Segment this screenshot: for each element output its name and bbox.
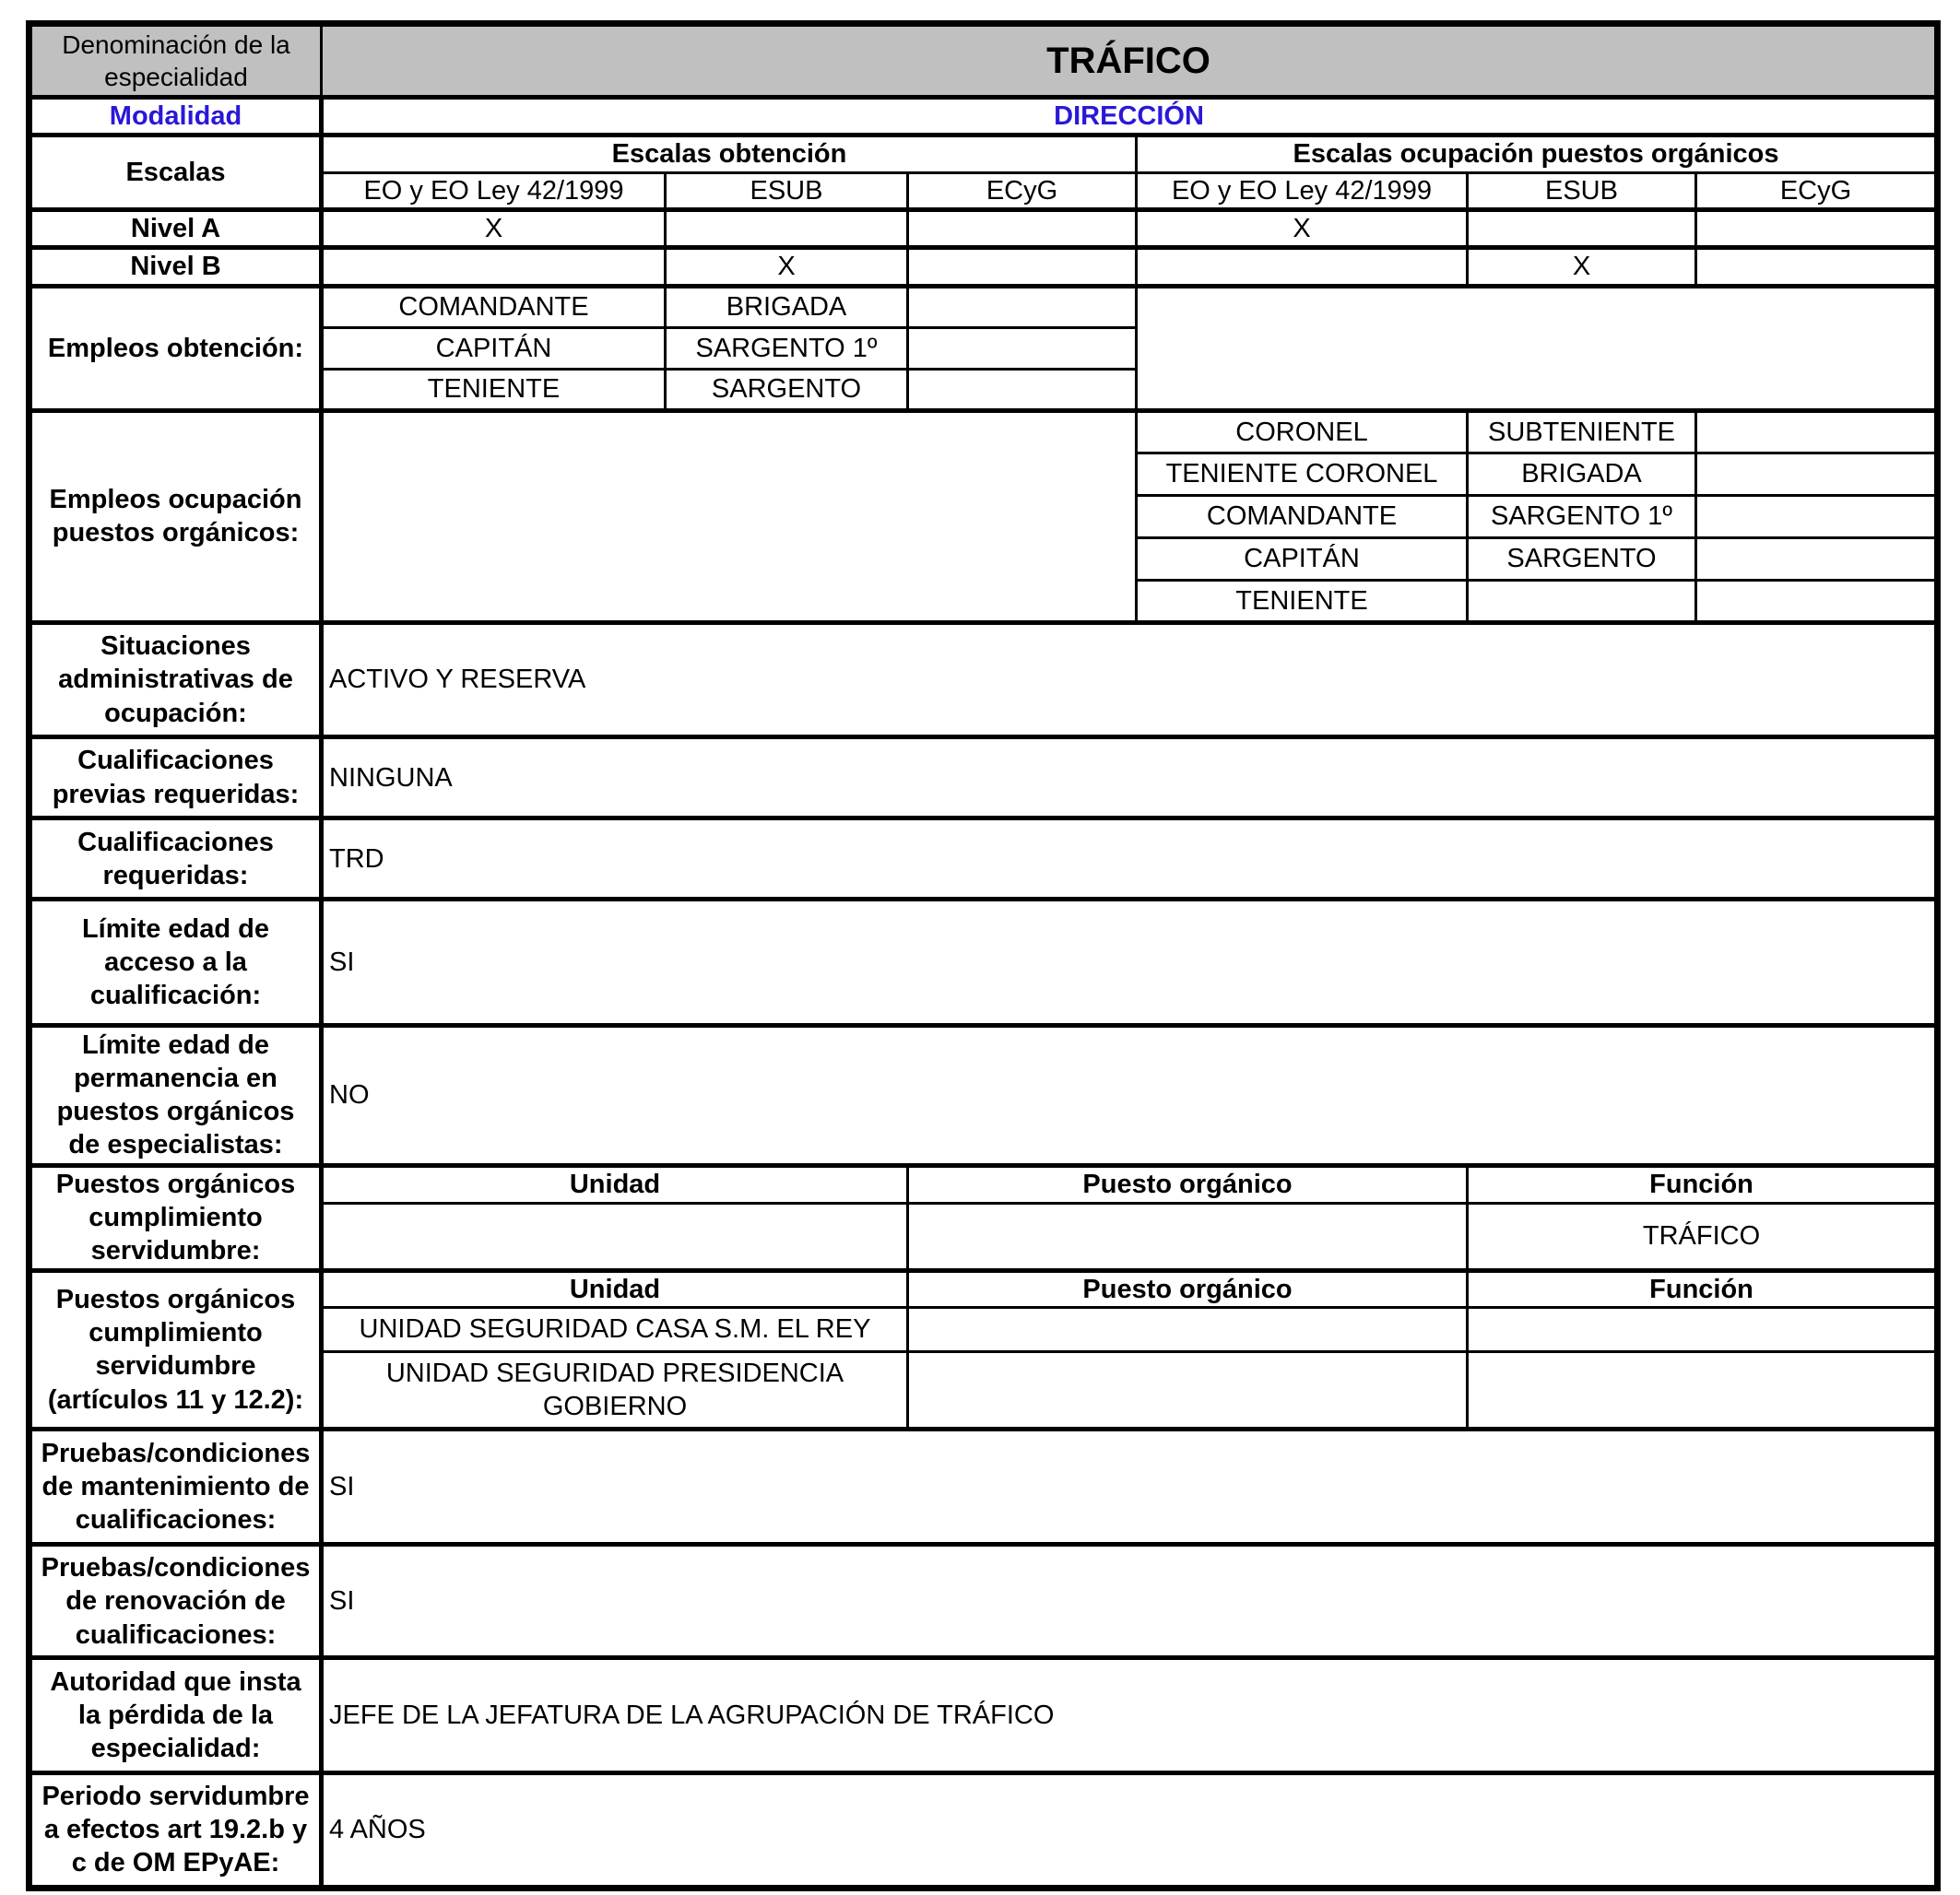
nivel-b-cell	[322, 248, 666, 286]
situaciones-value: ACTIVO Y RESERVA	[322, 623, 1938, 737]
modalidad-value: DIRECCIÓN	[322, 98, 1938, 135]
nivel-b-label: Nivel B	[30, 248, 322, 286]
escala-col: ESUB	[1468, 172, 1696, 209]
empleo-ocupacion-cell: SARGENTO	[1468, 537, 1696, 580]
empleo-obtencion-cell: COMANDANTE	[322, 286, 666, 327]
nivel-a-cell	[1696, 209, 1938, 247]
empleo-obtencion-cell: CAPITÁN	[322, 327, 666, 369]
empleos-obtencion-label: Empleos obtención:	[30, 286, 322, 410]
empleo-ocupacion-cell: COMANDANTE	[1137, 495, 1468, 537]
empleo-ocupacion-cell: TENIENTE	[1137, 580, 1468, 622]
cualif-previas-value: NINGUNA	[322, 737, 1938, 818]
escalas-ocupacion-header: Escalas ocupación puestos orgánicos	[1137, 135, 1938, 172]
nivel-a-cell	[666, 209, 908, 247]
nivel-b-cell	[1696, 248, 1938, 286]
empleo-ocupacion-cell	[1696, 410, 1938, 453]
puestos-funcion-header: Función	[1468, 1165, 1938, 1203]
escala-col: ECyG	[1696, 172, 1938, 209]
articulos-unidad-cell: UNIDAD SEGURIDAD CASA S.M. EL REY	[322, 1307, 908, 1351]
denominacion-label: Denominación de la especialidad	[30, 24, 322, 98]
empleos-ocupacion-label: Empleos ocupación puestos orgánicos:	[30, 410, 322, 622]
empleo-obtencion-cell: SARGENTO	[666, 369, 908, 410]
puestos-unidad-header: Unidad	[322, 1165, 908, 1203]
escala-col: ESUB	[666, 172, 908, 209]
nivel-a-cell	[908, 209, 1137, 247]
empty-block	[322, 410, 1137, 622]
nivel-a-cell	[1468, 209, 1696, 247]
articulos-unidad-header: Unidad	[322, 1270, 908, 1307]
situaciones-label: Situaciones administrativas de ocupación:	[30, 623, 322, 737]
articulos-puesto-cell	[908, 1307, 1468, 1351]
empleo-obtencion-cell	[908, 286, 1137, 327]
escala-col: ECyG	[908, 172, 1137, 209]
empleo-obtencion-cell	[908, 327, 1137, 369]
modalidad-label: Modalidad	[30, 98, 322, 135]
autoridad-label: Autoridad que insta la pérdida de la especialidad:	[30, 1658, 322, 1772]
escalas-obtencion-header: Escalas obtención	[322, 135, 1137, 172]
articulos-funcion-cell	[1468, 1352, 1938, 1430]
puestos-articulos-label: Puestos orgánicos cumplimiento servidumbre (artículos 11 y 12.2):	[30, 1270, 322, 1429]
limite-acceso-label: Límite edad de acceso a la cualificación:	[30, 900, 322, 1025]
limite-permanencia-label: Límite edad de permanencia en puestos orgánicos de especialistas:	[30, 1025, 322, 1165]
puestos-servidumbre-label: Puestos orgánicos cumplimiento servidumbre:	[30, 1165, 322, 1270]
articulos-funcion-cell	[1468, 1307, 1938, 1351]
empleo-ocupacion-cell	[1696, 580, 1938, 622]
pruebas-mantenimiento-label: Pruebas/condiciones de mantenimiento de cualificaciones:	[30, 1430, 322, 1545]
puestos-puesto-cell	[908, 1203, 1468, 1270]
articulos-puesto-cell	[908, 1352, 1468, 1430]
articulos-funcion-header: Función	[1468, 1270, 1938, 1307]
empleo-ocupacion-cell	[1696, 537, 1938, 580]
cualif-requeridas-value: TRD	[322, 818, 1938, 900]
limite-acceso-value: SI	[322, 900, 1938, 1025]
empleo-ocupacion-cell	[1696, 495, 1938, 537]
nivel-b-cell	[1137, 248, 1468, 286]
cualif-previas-label: Cualificaciones previas requeridas:	[30, 737, 322, 818]
nivel-a-cell: X	[322, 209, 666, 247]
puestos-puesto-header: Puesto orgánico	[908, 1165, 1468, 1203]
empleo-ocupacion-cell: CORONEL	[1137, 410, 1468, 453]
empty-block	[1137, 286, 1938, 410]
pruebas-mantenimiento-value: SI	[322, 1430, 1938, 1545]
empleo-ocupacion-cell: SUBTENIENTE	[1468, 410, 1696, 453]
empleo-ocupacion-cell	[1696, 453, 1938, 495]
empleo-ocupacion-cell: TENIENTE CORONEL	[1137, 453, 1468, 495]
empleo-ocupacion-cell: CAPITÁN	[1137, 537, 1468, 580]
pruebas-renovacion-label: Pruebas/condiciones de renovación de cualificaciones:	[30, 1545, 322, 1658]
puestos-funcion-cell: TRÁFICO	[1468, 1203, 1938, 1270]
nivel-b-cell: X	[666, 248, 908, 286]
nivel-b-cell	[908, 248, 1137, 286]
page-title: TRÁFICO	[322, 24, 1938, 98]
empleo-ocupacion-cell: SARGENTO 1º	[1468, 495, 1696, 537]
nivel-a-cell: X	[1137, 209, 1468, 247]
periodo-label: Periodo servidumbre a efectos art 19.2.b y c de OM EPyAE:	[30, 1772, 322, 1888]
empleo-ocupacion-cell: BRIGADA	[1468, 453, 1696, 495]
nivel-a-label: Nivel A	[30, 209, 322, 247]
puestos-unidad-cell	[322, 1203, 908, 1270]
escala-col: EO y EO Ley 42/1999	[322, 172, 666, 209]
cualif-requeridas-label: Cualificaciones requeridas:	[30, 818, 322, 900]
autoridad-value: JEFE DE LA JEFATURA DE LA AGRUPACIÓN DE TRÁFICO	[322, 1658, 1938, 1772]
escalas-label: Escalas	[30, 135, 322, 210]
periodo-value: 4 AÑOS	[322, 1772, 1938, 1888]
empleo-obtencion-cell: TENIENTE	[322, 369, 666, 410]
articulos-unidad-cell: UNIDAD SEGURIDAD PRESIDENCIA GOBIERNO	[322, 1352, 908, 1430]
nivel-b-cell: X	[1468, 248, 1696, 286]
articulos-puesto-header: Puesto orgánico	[908, 1270, 1468, 1307]
limite-permanencia-value: NO	[322, 1025, 1938, 1165]
empleo-obtencion-cell	[908, 369, 1137, 410]
escala-col: EO y EO Ley 42/1999	[1137, 172, 1468, 209]
pruebas-renovacion-value: SI	[322, 1545, 1938, 1658]
empleo-obtencion-cell: SARGENTO 1º	[666, 327, 908, 369]
empleo-obtencion-cell: BRIGADA	[666, 286, 908, 327]
empleo-ocupacion-cell	[1468, 580, 1696, 622]
especialidad-sheet	[26, 20, 1941, 1891]
